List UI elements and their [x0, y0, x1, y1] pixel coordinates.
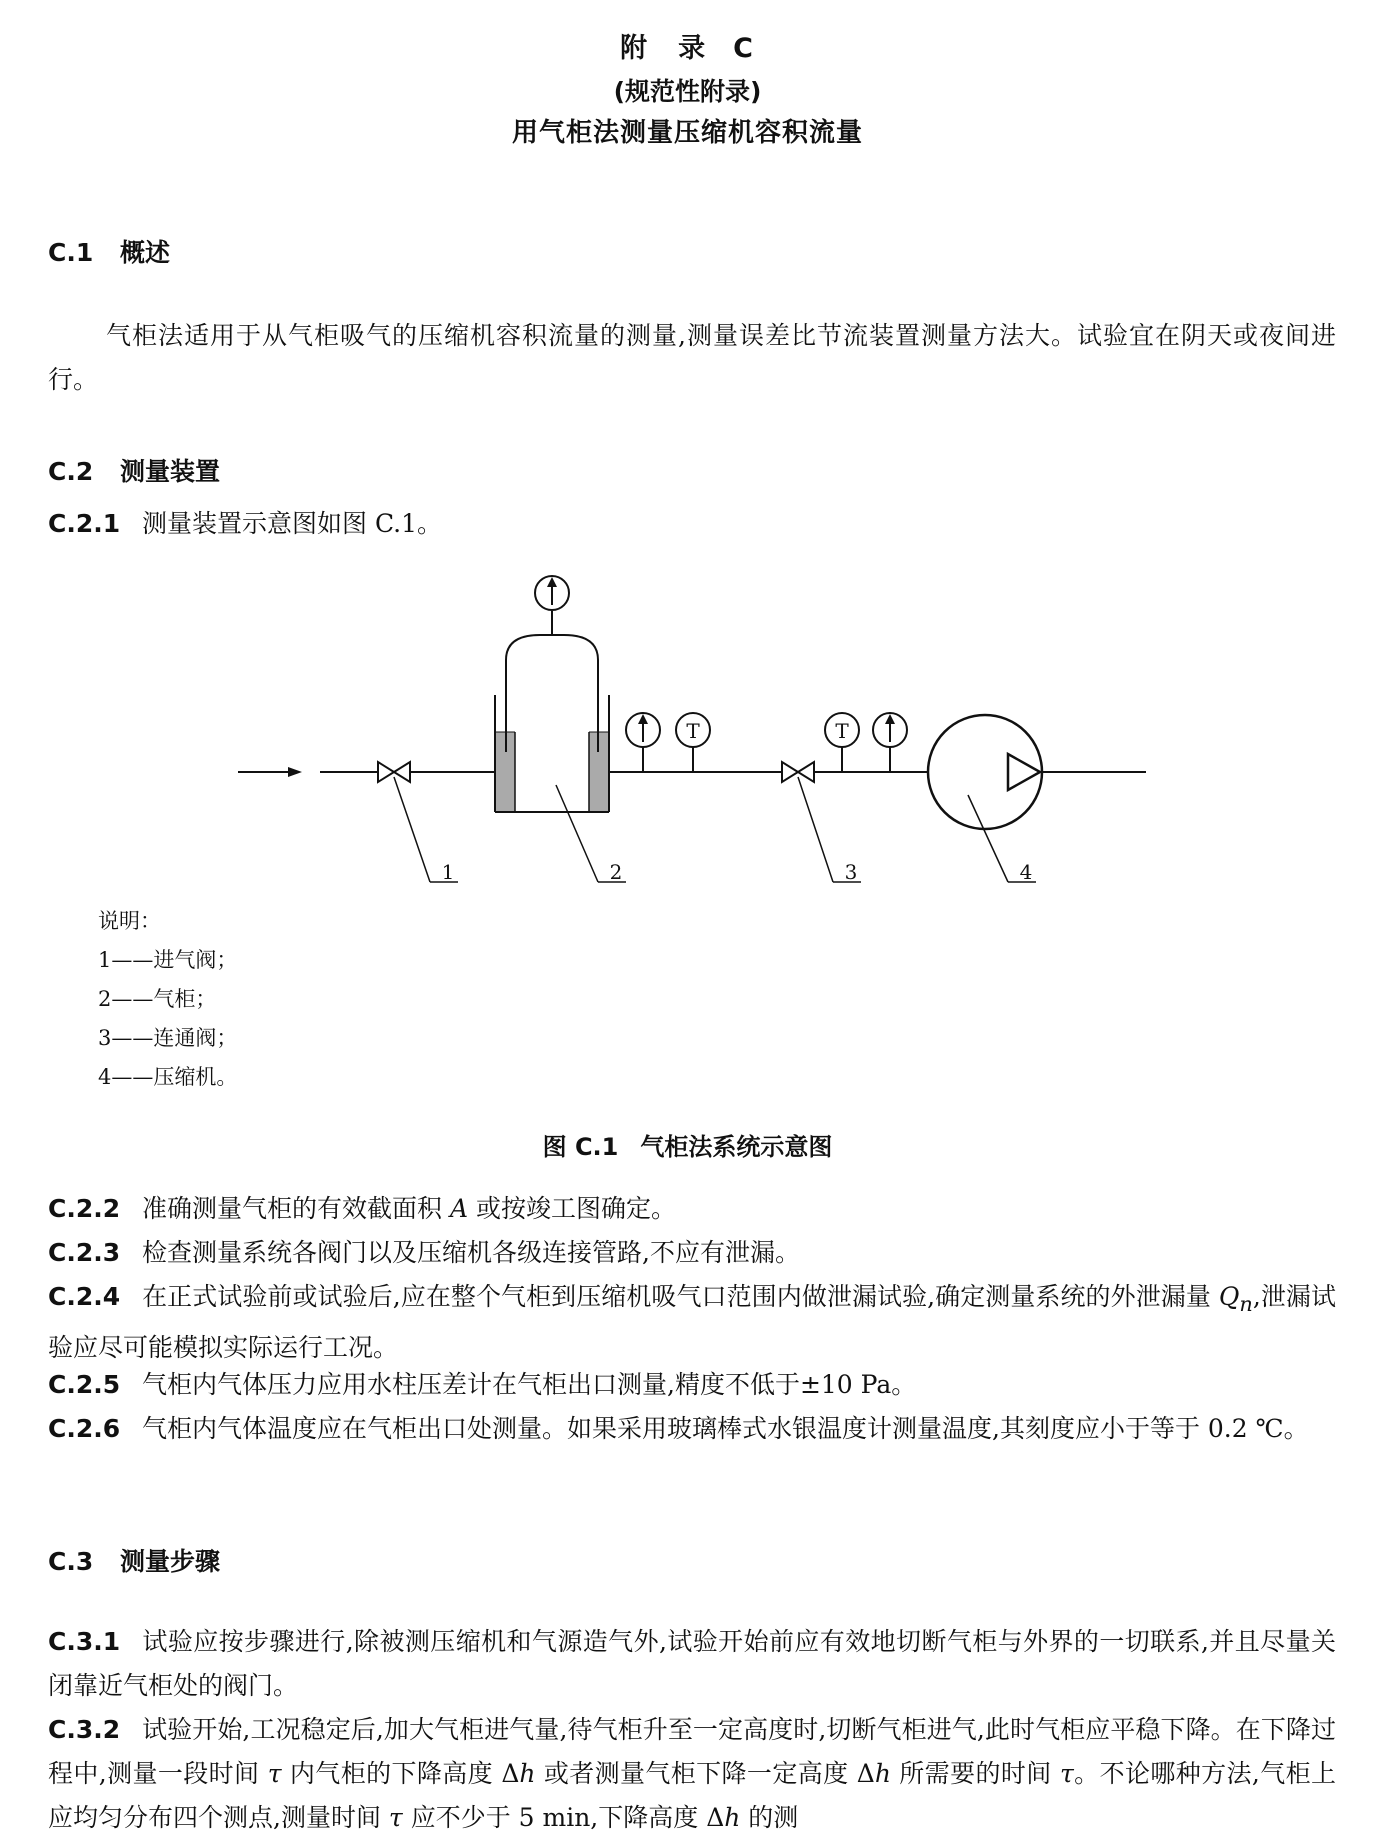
thermometer-label-2: T [835, 719, 849, 743]
outlet-thermometer-icon [676, 713, 710, 747]
figure-legend [98, 902, 237, 1097]
legend-item: 3——连通阀； [98, 1026, 238, 1050]
appendix-heading: 附 录 C [620, 33, 755, 64]
clause-c3-2: C.3.2 试验开始,工况稳定后,加大气柜进气量,待气柜升至一定高度时,切断气柜进气,此时气柜应平稳下降。在下降过程中,测量一段时间 τ 内气柜的下降高度 Δh 或者测量气柜下降一定高度 Δh 所需要的时间 τ。不论哪种方法,气柜上应均匀分布四个测点,测量时间 τ 应不少于 5 min,下降高度 Δh 的测 [48, 1715, 1336, 1832]
gas-holder-icon [495, 611, 609, 812]
clause-c2-6: C.2.6 气柜内气体温度应在气柜出口处测量。如果采用玻璃棒式水银温度计测量温度,其刻度应小于等于 0.2 ℃。 [48, 1414, 1309, 1443]
inlet-thermometer-icon [825, 713, 859, 747]
appendix-subtitle: (规范性附录) [613, 77, 762, 106]
clause-c2-1: C.2.1 测量装置示意图如图 C.1。 [48, 509, 443, 538]
clause-c2-3: C.2.3 检查测量系统各阀门以及压缩机各级连接管路,不应有泄漏。 [48, 1238, 800, 1267]
outlet-pressure-gauge-icon [626, 713, 660, 747]
legend-item: 4——压缩机。 [98, 1065, 238, 1089]
inlet-flow-arrow [238, 767, 302, 777]
appendix-title: 用气柜法测量压缩机容积流量 [511, 118, 863, 148]
clause-c2-4: C.2.4 在正式试验前或试验后,应在整个气柜到压缩机吸气口范围内做泄漏试验,确定测量系统的外泄漏量 $Q_n$,泄漏试验应尽可能模拟实际运行工况。 [48, 1282, 1336, 1362]
label-2: 2 [609, 860, 623, 884]
figure-caption: 图 C.1 气柜法系统示意图 [542, 1133, 833, 1161]
label-3: 3 [844, 860, 858, 884]
legend-item: 1——进气阀； [98, 948, 238, 972]
clause-c2-5: C.2.5 气柜内气体压力应用水柱压差计在气柜出口测量,精度不低于±10 Pa。 [48, 1370, 917, 1399]
inlet-pressure-gauge-icon [873, 713, 907, 747]
gas-holder-system-diagram [230, 555, 1180, 900]
label-1: 1 [441, 860, 455, 884]
clause-c2-2: C.2.2 准确测量气柜的有效截面积 A 或按竣工图确定。 [48, 1194, 676, 1223]
compressor-icon [928, 715, 1042, 829]
clause-c3-1: C.3.1 试验应按步骤进行,除被测压缩机和气源造气外,试验开始前应有效地切断气柜与外界的一切联系,并且尽量关闭靠近气柜处的阀门。 [48, 1627, 1336, 1700]
top-pressure-gauge-icon [535, 576, 569, 610]
legend-item: 2——气柜； [98, 987, 217, 1011]
section-c3-heading: C.3 测量步骤 [48, 1547, 221, 1576]
section-c2-heading: C.2 测量装置 [48, 457, 221, 486]
label-4: 4 [1019, 860, 1033, 884]
section-c1-text: 气柜法适用于从气柜吸气的压缩机容积流量的测量,测量误差比节流装置测量方法大。试验宜在阴天或夜间进行。 [48, 321, 1336, 394]
legend-title: 说明： [98, 909, 161, 933]
section-c1-heading: C.1 概述 [48, 238, 171, 267]
thermometer-label: T [686, 719, 700, 743]
